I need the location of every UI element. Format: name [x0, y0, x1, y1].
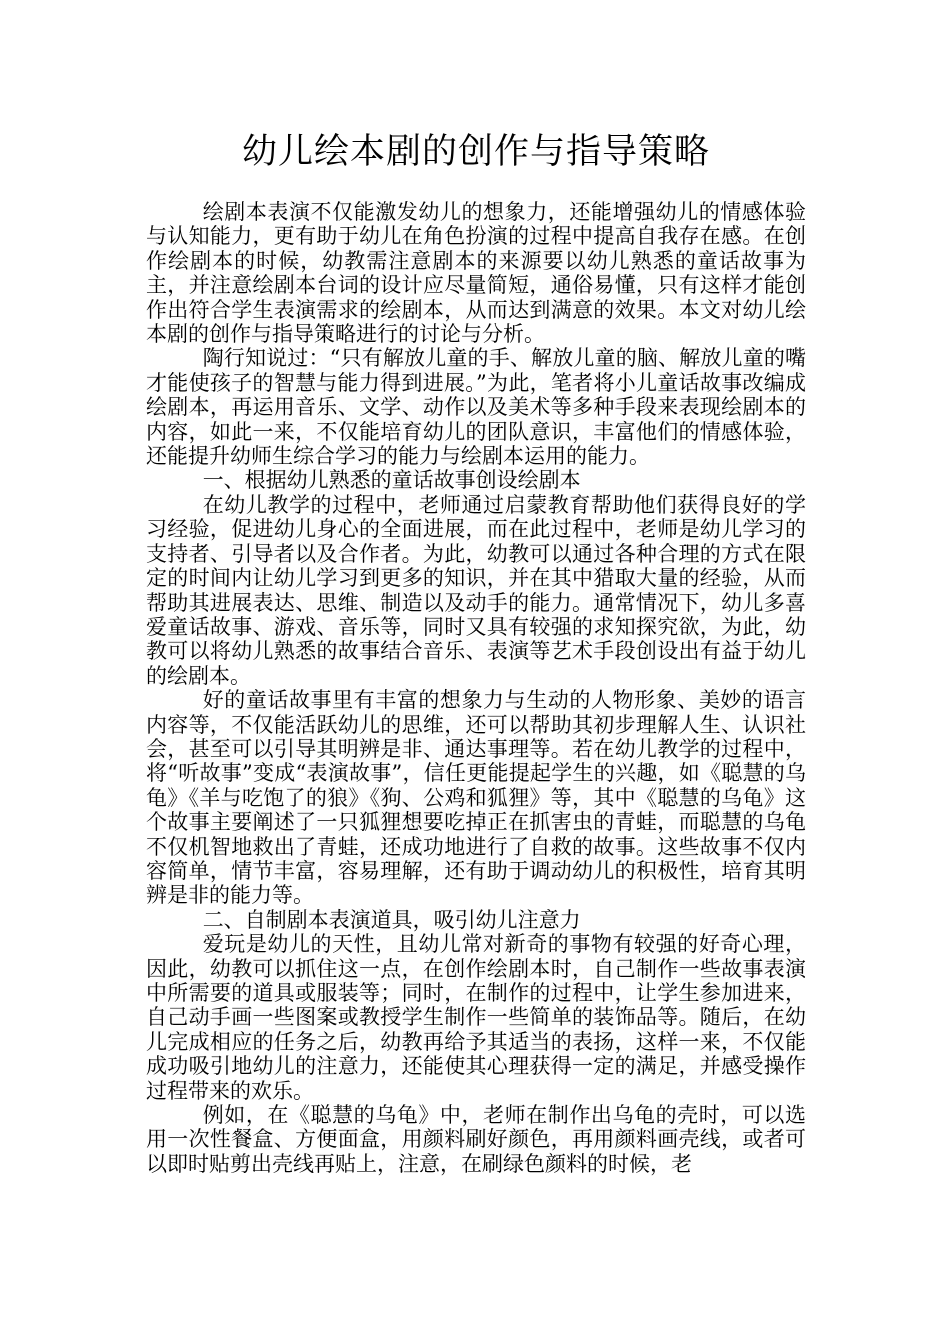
paragraph: 绘剧本表演不仅能激发幼儿的想象力，还能增强幼儿的情感体验与认知能力，更有助于幼儿在角色扮演的过程中提高自我存在感。在创作绘剧本的时候，幼教需注意剧本的来源要以幼儿熟悉的童话故事为主，并注意绘剧本台词的设计应尽量简短，通俗易懂，只有这样才能创作出符合学生表演需求的绘剧本，从而达到满意的效果。本文对幼儿绘本剧的创作与指导策略进行的讨论与分析。 [146, 200, 806, 347]
paragraph: 爱玩是幼儿的天性，且幼儿常对新奇的事物有较强的好奇心理，因此，幼教可以抓住这一点，在创作绘剧本时，自己制作一些故事表演中所需要的道具或服装等；同时，在制作的过程中，让学生参加进来，自己动手画一些图案或教授学生制作一些简单的装饰品等。随后，在幼儿完成相应的任务之后，幼教再给予其适当的表扬，这样一来，不仅能成功吸引地幼儿的注意力，还能使其心理获得一定的满足，并感受操作过程带来的欢乐。 [146, 932, 806, 1103]
document-page [146, 128, 806, 1176]
page-title: 幼儿绘本剧的创作与指导策略 [241, 132, 710, 172]
paragraph: 陶行知说过：“只有解放儿童的手、解放儿童的脑、解放儿童的嘴才能使孩子的智慧与能力得到进展。”为此，笔者将小儿童话故事改编成绘剧本，再运用音乐、文学、动作以及美术等多种手段来表现绘剧本的内容，如此一来，不仅能培育幼儿的团队意识，丰富他们的情感体验，还能提升幼师生综合学习的能力与绘剧本运用的能力。 [146, 346, 806, 469]
paragraph: 好的童话故事里有丰富的想象力与生动的人物形象、美妙的语言内容等，不仅能活跃幼儿的思维，还可以帮助其初步理解人生、认识社会，甚至可以引导其明辨是非、通达事理等。若在幼儿教学的过程中，将“听故事”变成“表演故事”，信任更能提起学生的兴趣，如《聪慧的乌龟》《羊与吃饱了的狼》《狗、公鸡和狐狸》等，其中《聪慧的乌龟》这个故事主要阐述了一只狐狸想要吃掉正在抓害虫的青蛙，而聪慧的乌龟不仅机智地救出了青蛙，还成功地进行了自救的故事。这些故事不仅内容简单，情节丰富，容易理解，还有助于调动幼儿的积极性，培育其明辨是非的能力等。 [146, 688, 806, 908]
document-body [146, 200, 806, 1176]
section-heading: 一、根据幼儿熟悉的童话故事创设绘剧本 [202, 468, 581, 493]
paragraph: 例如，在《聪慧的乌龟》中，老师在制作出乌龟的壳时，可以选用一次性餐盒、方便面盒，用颜料刷好颜色，再用颜料画壳线，或者可以即时贴剪出壳线再贴上，注意，在刷绿色颜料的时候，老 [146, 1103, 806, 1176]
paragraph: 在幼儿教学的过程中，老师通过启蒙教育帮助他们获得良好的学习经验，促进幼儿身心的全面进展，而在此过程中，老师是幼儿学习的支持者、引导者以及合作者。为此，幼教可以通过各种合理的方式在限定的时间内让幼儿学习到更多的知识，并在其中猎取大量的经验，从而帮助其进展表达、思维、制造以及动手的能力。通常情况下，幼儿多喜爱童话故事、游戏、音乐等，同时又具有较强的求知探究欲，为此，幼教可以将幼儿熟悉的故事结合音乐、表演等艺术手段创设出有益于幼儿的绘剧本。 [146, 492, 806, 688]
section-heading: 二、自制剧本表演道具，吸引幼儿注意力 [202, 907, 581, 932]
